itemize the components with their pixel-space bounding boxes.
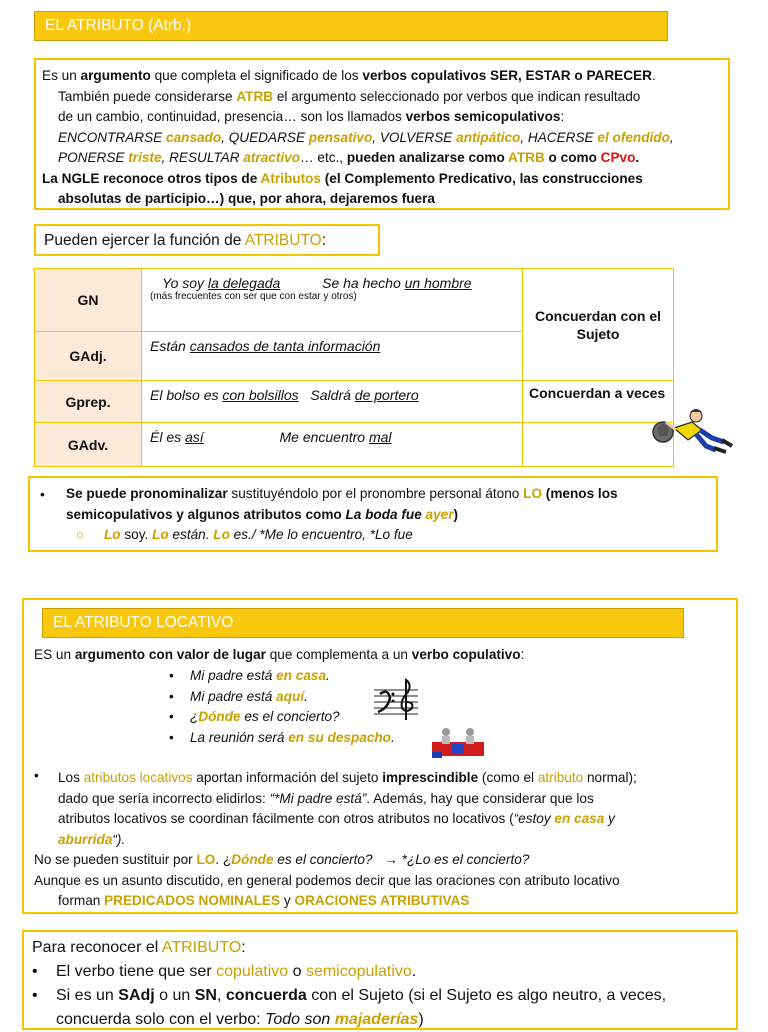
recognize-item-1: • El verbo tiene que ser copulativo o semicopulativo. [32,963,417,980]
example-gprep: El bolso es con bolsillos Saldrá de portero [142,381,523,423]
list-item: • La reunión será en su despacho. [169,729,395,745]
agreement-sometimes: Concuerdan a veces [523,381,674,423]
pron-line-1: Se puede pronominalizar sustituyéndolo por el pronombre personal átono LO (menos los [66,486,618,501]
def-line-7: absolutas de participio…) que, por ahora, dejaremos fuera [58,191,435,206]
bullet: • [40,486,45,502]
row-label-gadj: GAdj. [35,332,142,381]
list-item: • Mi padre está aquí. [169,688,308,704]
loc-paragraph [34,768,730,912]
def-line-1: Es un argumento que completa el significado de los verbos copulativos SER, ESTAR o PARECER. [42,68,656,83]
recognize-item-2-cont: concuerda solo con el verbo: Todo son majaderías) [56,1011,424,1028]
list-item: • ¿Dónde es el concierto? [169,709,340,724]
recognize-item-2: • Si es un SAdj o un SN, concuerda con el Sujeto (si el Sujeto es algo neutro, a veces, [32,987,667,1004]
pronoun-box [28,476,718,552]
empty-cell [523,423,674,467]
soccer-player-icon [652,406,736,456]
loc-p-line-3: atributos locativos se coordinan fácilmente con otros atributos no locativos (“estoy en casa y [58,811,615,826]
table-row [35,269,674,332]
example-gn: Yo soy la delegada Se ha hecho un hombre (más frecuentes con ser que con estar y otros) [142,269,523,332]
row-label-gn: GN [35,269,142,332]
people-meeting-icon [428,726,488,760]
function-table [34,268,674,467]
def-line-6: La NGLE reconoce otros tipos de Atributos (el Complemento Predicativo, las construcciones [42,170,643,186]
pron-line-3: ○ Lo soy. Lo están. Lo es./ *Me lo encuentro, *Lo fue [38,525,708,546]
loc-p-line-4: aburrida“). [58,831,126,847]
function-header: Pueden ejercer la función de ATRIBUTO: [34,224,380,256]
recognize-title: Para reconocer el ATRIBUTO: [32,939,246,956]
row-label-gprep: Gprep. [35,381,142,423]
agreement-subject: Concuerdan con el Sujeto [523,269,674,381]
loc-examples [169,666,395,748]
no-lo-line: No se pueden sustituir por LO. ¿Dónde es el concierto? → *¿Lo es el concierto? [34,852,530,867]
table-row [35,381,674,423]
list-item: • Mi padre está en casa. [169,668,330,683]
def-line-3: de un cambio, continuidad, presencia… son los llamados verbos semicopulativos: [58,109,565,124]
circle-bullet: ○ [76,527,85,542]
recognize-box [22,930,738,1030]
loc-line-1: ES un argumento con valor de lugar que complementa a un verbo copulativo: [34,647,525,662]
section-title-atributo: EL ATRIBUTO (Atrb.) [34,11,668,41]
def-line-4: ENCONTRARSE cansado, QUEDARSE pensativo, VOLVERSE antipático, HACERSE el ofendido, [58,129,674,145]
row-label-gadv: GAdv. [35,423,142,467]
def-line-2: También puede considerarse ATRB el argumento seleccionado por verbos que indican resultado [58,88,641,104]
aunque-line-2: forman PREDICADOS NOMINALES y ORACIONES ATRIBUTIVAS [58,893,470,908]
music-clef-icon [372,676,420,724]
bullet: • [34,768,39,783]
loc-p-line-2: dado que sería incorrecto elidirlos: “*Mi padre está”. Además, hay que considerar que los [58,790,594,806]
definition-box [34,58,730,210]
def-line-5: PONERSE triste, RESULTAR atractivo… etc., pueden analizarse como ATRB o como CPvo. [58,150,640,165]
locative-box [22,598,738,914]
section-title-locativo: EL ATRIBUTO LOCATIVO [42,608,684,638]
loc-p-line-1: Los atributos locativos aportan información del sujeto imprescindible (como el atributo normal); [58,770,637,785]
example-gadv: Él es así Me encuentro mal [142,423,523,467]
example-gadj: Están cansados de tanta información [142,332,523,381]
pron-line-2: semicopulativos y algunos atributos como La boda fue ayer) [66,506,459,522]
aunque-line-1: Aunque es un asunto discutido, en general podemos decir que las oraciones con atributo locativo [34,872,620,888]
table-row [35,423,674,467]
